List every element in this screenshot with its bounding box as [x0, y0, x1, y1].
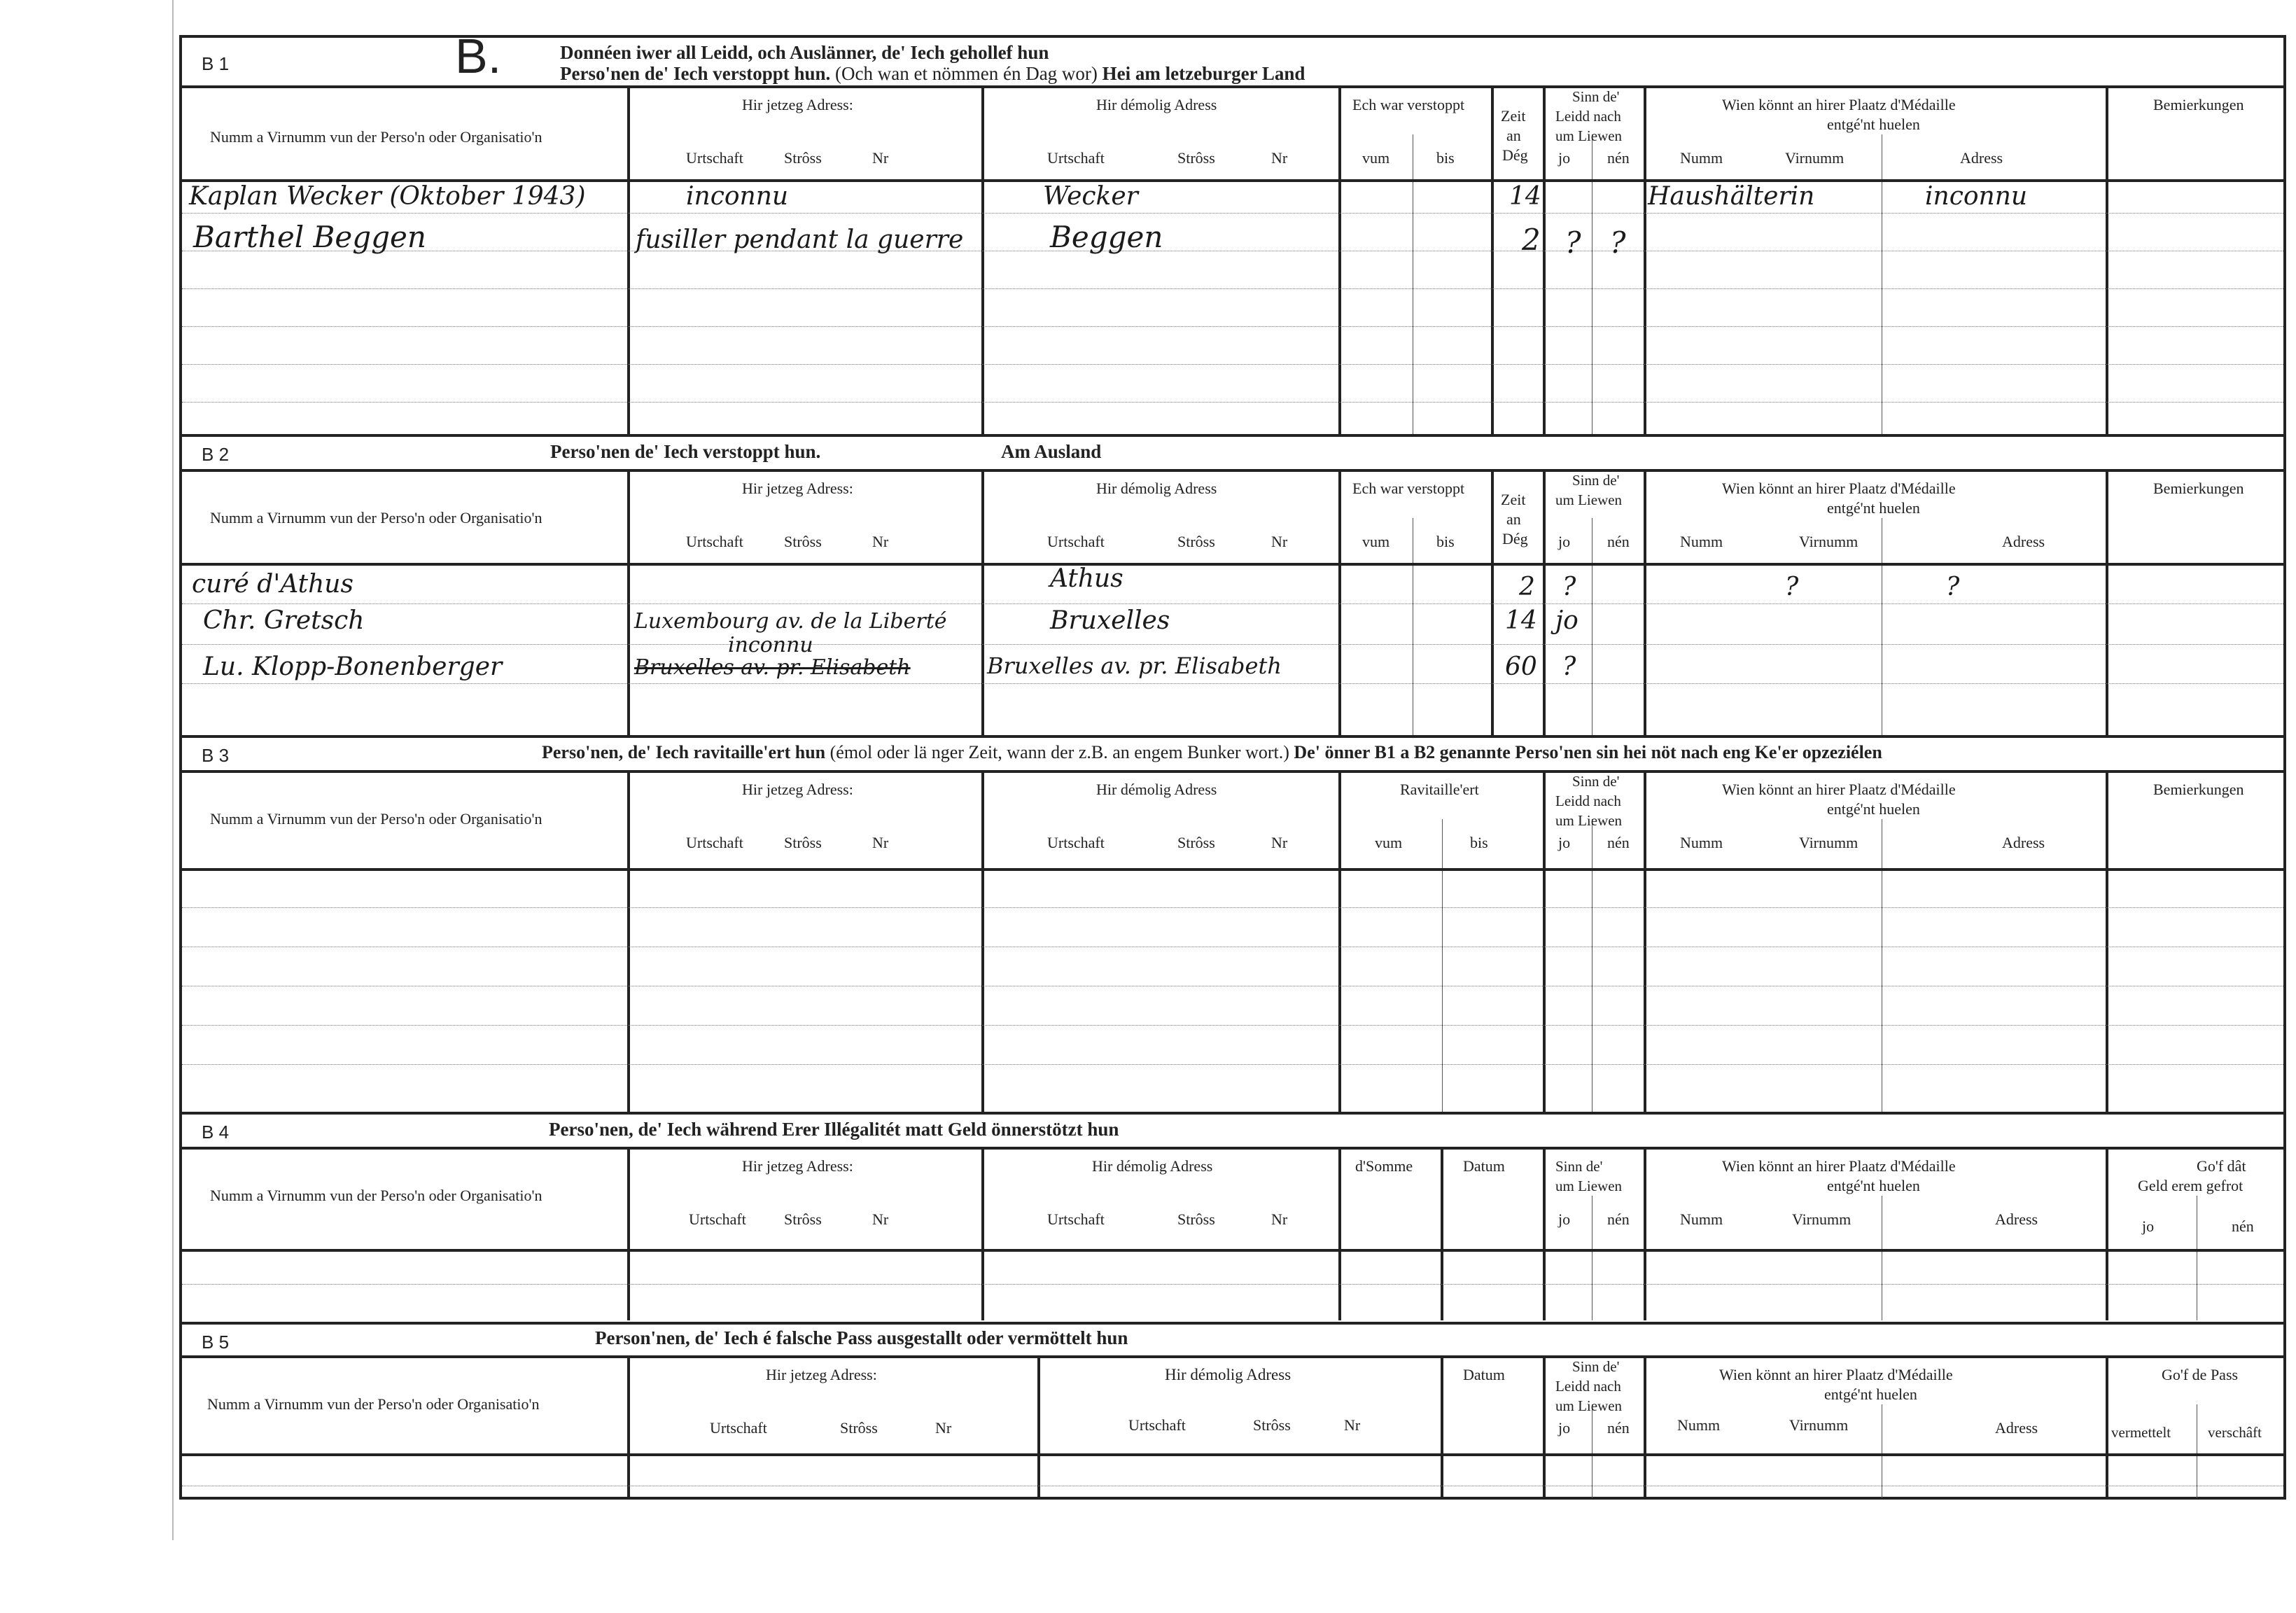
header-nr: Nr [1271, 533, 1288, 550]
col-line [1338, 85, 1341, 437]
col-line [2106, 1355, 2108, 1498]
form-sheet [179, 29, 2286, 1500]
header-urtschaft: Urtschaft [1128, 1416, 1186, 1434]
section-code: B 2 [202, 444, 230, 465]
entry-nen: ? [1610, 225, 1626, 260]
header-sinn: um Liewen [1555, 491, 1623, 508]
header-medal: Wien könnt an hirer Plaatz d'Médaille [1722, 781, 1956, 798]
section-title: Donnéen iwer all Leidd, och Auslänner, de' Iech gehollef hun [560, 42, 1049, 63]
header-sinn: Sinn de' [1572, 1358, 1620, 1375]
header-former-address: Hir démolig Adress [1165, 1366, 1292, 1383]
col-line [1338, 469, 1341, 735]
entry-current-note: inconnu [728, 633, 813, 657]
col-line [1441, 1147, 1443, 1320]
header-jo: jo [1558, 1419, 1571, 1437]
header-sinn: Sinn de' [1572, 472, 1620, 489]
header-name: Numm a Virnumm vun der Perso'n oder Organisatio'n [210, 1187, 542, 1204]
entry-former: Beggen [1050, 220, 1163, 254]
header-medal: Wien könnt an hirer Plaatz d'Médaille [1722, 480, 1956, 497]
header-medal: entgé'nt huelen [1827, 499, 1920, 517]
col-line [1543, 1355, 1546, 1498]
header-jo: jo [1558, 533, 1571, 550]
entry-name: Kaplan Wecker (Oktober 1943) [189, 182, 586, 211]
header-remarks: Bemierkungen [2153, 480, 2244, 497]
row-line [182, 603, 2283, 604]
col-line [1037, 1355, 1040, 1498]
section-letter: B. [455, 29, 502, 83]
entry-former: Wecker [1043, 182, 1138, 211]
col-line [1644, 85, 1646, 437]
b3-table [182, 770, 2283, 1113]
entry-days: 14 [1505, 606, 1537, 635]
b2-table [182, 469, 2283, 735]
header-zeit: Zeit [1501, 107, 1526, 125]
header-pass: Go'f de Pass [2162, 1366, 2239, 1383]
header-current-address: Hir jetzeg Adress: [742, 96, 853, 113]
header-stross: Strôss [784, 834, 822, 851]
header-virnumm: Virnumm [1799, 533, 1858, 550]
divider [182, 1453, 2283, 1456]
entry-medal-address: inconnu [1925, 182, 2028, 211]
row-line [182, 213, 2283, 214]
header-jo: jo [1558, 1210, 1571, 1228]
header-nr: Nr [872, 1210, 889, 1228]
header-urtschaft: Urtschaft [686, 533, 743, 550]
entry-jo: jo [1555, 606, 1578, 635]
row-line [182, 364, 2283, 365]
entry-medal-name: ? [1785, 573, 1799, 601]
header-name: Numm a Virnumm vun der Perso'n oder Organisatio'n [210, 810, 542, 828]
col-line [1491, 85, 1494, 437]
header-urtschaft: Urtschaft [689, 1210, 746, 1228]
divider [182, 735, 2283, 738]
entry-jo: ? [1565, 225, 1581, 260]
header-remarks: Bemierkungen [2153, 781, 2244, 798]
header-nen: nén [2232, 1217, 2254, 1235]
entry-current-struck: Bruxelles av. pr. Elisabeth [634, 655, 911, 680]
header-urtschaft: Urtschaft [686, 149, 743, 167]
header-nen: nén [1607, 834, 1630, 851]
header-medal: Wien könnt an hirer Plaatz d'Médaille [1722, 1157, 1956, 1175]
col-line [981, 85, 984, 437]
col-line [981, 1147, 984, 1320]
section-title: Perso'nen, de' Iech während Erer Illégalitét matt Geld önnerstötzt hun [549, 1119, 1119, 1140]
header-ravitailleert: Ravitaille'ert [1400, 781, 1479, 798]
header-nr: Nr [1344, 1416, 1361, 1434]
header-numm: Numm [1680, 834, 1723, 851]
col-line [627, 1147, 630, 1320]
entry-days: 14 [1509, 182, 1541, 211]
header-sinn: um Liewen [1555, 127, 1623, 144]
header-hidden: Ech war verstoppt [1352, 96, 1465, 113]
col-line [1644, 469, 1646, 735]
header-name: Numm a Virnumm vun der Perso'n oder Organisatio'n [207, 1395, 540, 1413]
header-gof: Geld erem gefrot [2138, 1177, 2244, 1194]
header-nr: Nr [935, 1419, 952, 1437]
header-zeit: Zeit [1501, 491, 1526, 508]
header-adress: Adress [2002, 533, 2045, 550]
header-adress: Adress [1995, 1419, 2038, 1437]
header-nen: nén [1607, 533, 1630, 550]
col-line [1441, 1355, 1443, 1498]
header-medal: entgé'nt huelen [1827, 116, 1920, 133]
b4-table [182, 1147, 2283, 1320]
header-urtschaft: Urtschaft [1047, 533, 1105, 550]
subtitle-bold: Perso'nen de' Iech verstoppt hun. [560, 63, 831, 84]
header-stross: Strôss [1177, 149, 1215, 167]
header-sinn: um Liewen [1555, 1178, 1623, 1194]
divider [182, 1322, 2283, 1325]
header-urtschaft: Urtschaft [1047, 149, 1105, 167]
header-stross: Strôss [1177, 834, 1215, 851]
col-line [981, 770, 984, 1113]
header-bis: bis [1436, 533, 1455, 550]
title-tail: De' önner B1 a B2 genannte Perso'nen sin hei nöt nach eng Ke'er opzeziélen [1294, 742, 1882, 762]
col-line [981, 469, 984, 735]
b5-table [182, 1355, 2283, 1498]
header-stross: Strôss [1253, 1416, 1291, 1434]
header-medal: entgé'nt huelen [1827, 1177, 1920, 1194]
section-code: B 1 [202, 53, 230, 74]
entry-days: 60 [1505, 652, 1537, 681]
header-sinn: um Liewen [1555, 812, 1623, 829]
col-line [1491, 469, 1494, 735]
header-vum: vum [1362, 533, 1390, 550]
entry-former: Bruxelles [1050, 606, 1170, 635]
header-nr: Nr [1271, 149, 1288, 167]
entry-days: 2 [1519, 573, 1535, 601]
page-edge [172, 0, 174, 1540]
header-jo: jo [2142, 1217, 2155, 1235]
col-line [2106, 85, 2108, 437]
header-nen: nén [1607, 1419, 1630, 1437]
header-urtschaft: Urtschaft [710, 1419, 767, 1437]
header-stross: Strôss [1177, 1210, 1215, 1228]
header-sinn: Leidd nach [1555, 108, 1621, 125]
col-line [2106, 1147, 2108, 1320]
divider [182, 563, 2283, 566]
header-numm: Numm [1680, 533, 1723, 550]
subtitle-tail: Hei am letzeburger Land [1102, 63, 1306, 84]
header-bis: bis [1436, 149, 1455, 167]
header-sinn: Sinn de' [1555, 1158, 1603, 1175]
header-former-address: Hir démolig Adress [1096, 781, 1217, 798]
header-sinn: Leidd nach [1555, 792, 1621, 809]
col-line [2106, 469, 2108, 735]
title-bold: Perso'nen, de' Iech ravitaille'ert hun [542, 742, 826, 762]
section-title: Perso'nen de' Iech verstoppt hun. [550, 441, 821, 462]
header-medal: Wien könnt an hirer Plaatz d'Médaille [1719, 1366, 1953, 1383]
header-gof: Go'f dât [2197, 1157, 2246, 1175]
header-sinn: Sinn de' [1572, 773, 1620, 790]
header-nr: Nr [1271, 834, 1288, 851]
col-line [1543, 1147, 1546, 1320]
section-b1 [182, 29, 2283, 437]
header-somme: d'Somme [1355, 1157, 1413, 1175]
row-line [182, 288, 2283, 289]
b1-table [182, 85, 2283, 437]
row-line [182, 1025, 2283, 1026]
header-verschaft: verschâft [2208, 1424, 2262, 1441]
col-line [627, 770, 630, 1113]
header-former-address: Hir démolig Adress [1092, 1157, 1213, 1175]
title-normal: (émol oder lä nger Zeit, wann der z.B. an engem Bunker wort.) [830, 742, 1289, 762]
header-current-address: Hir jetzeg Adress: [742, 1157, 853, 1175]
entry-jo: ? [1562, 573, 1576, 601]
header-deg: Dég [1502, 146, 1528, 164]
section-subtitle [560, 63, 1305, 85]
header-vum: vum [1375, 834, 1403, 851]
header-stross: Strôss [784, 533, 822, 550]
row-line [182, 907, 2283, 908]
entry-name: Barthel Beggen [193, 220, 426, 254]
header-an: an [1506, 127, 1521, 144]
section-b4 [182, 1112, 2283, 1322]
header-nr: Nr [872, 533, 889, 550]
header-name: Numm a Virnumm vun der Perso'n oder Organisatio'n [210, 128, 542, 146]
header-bis: bis [1470, 834, 1488, 851]
header-hidden: Ech war verstoppt [1352, 480, 1465, 497]
section-code: B 3 [202, 745, 230, 766]
row-line [182, 1284, 2283, 1285]
header-virnumm: Virnumm [1785, 149, 1844, 167]
entry-former: Bruxelles av. pr. Elisabeth [987, 652, 1282, 679]
col-line [1543, 770, 1546, 1113]
header-adress: Adress [1995, 1210, 2038, 1228]
col-line [1338, 770, 1341, 1113]
entry-name: Chr. Gretsch [203, 606, 365, 635]
header-name: Numm a Virnumm vun der Perso'n oder Organisatio'n [210, 509, 542, 526]
header-nr: Nr [872, 149, 889, 167]
divider [182, 1112, 2283, 1115]
entry-current: Luxembourg av. de la Liberté [634, 609, 947, 634]
section-title-right: Am Ausland [1001, 441, 1102, 462]
header-stross: Strôss [784, 1210, 822, 1228]
row-line [182, 644, 2283, 645]
header-current-address: Hir jetzeg Adress: [742, 781, 853, 798]
section-code: B 4 [202, 1122, 230, 1143]
header-datum: Datum [1463, 1157, 1505, 1175]
header-former-address: Hir démolig Adress [1096, 480, 1217, 497]
section-b5 [182, 1322, 2283, 1500]
header-nr: Nr [872, 834, 889, 851]
header-remarks: Bemierkungen [2153, 96, 2244, 113]
header-numm: Numm [1680, 1210, 1723, 1228]
header-nen: nén [1607, 149, 1630, 167]
col-line [2106, 770, 2108, 1113]
col-line [1442, 819, 1443, 1113]
header-adress: Adress [1960, 149, 2003, 167]
section-b2 [182, 434, 2283, 736]
divider [182, 1249, 2283, 1252]
col-line [1644, 1355, 1646, 1498]
header-an: an [1506, 510, 1521, 528]
header-vermettelt: vermettelt [2111, 1424, 2171, 1441]
header-numm: Numm [1677, 1416, 1721, 1434]
header-numm: Numm [1680, 149, 1723, 167]
header-sinn: Sinn de' [1572, 88, 1620, 105]
header-nr: Nr [1271, 1210, 1288, 1228]
header-stross: Strôss [784, 149, 822, 167]
row-line [182, 1064, 2283, 1065]
row-line [182, 326, 2283, 327]
header-virnumm: Virnumm [1792, 1210, 1851, 1228]
header-jo: jo [1558, 149, 1571, 167]
header-deg: Dég [1502, 530, 1528, 547]
header-medal: entgé'nt huelen [1827, 800, 1920, 818]
header-urtschaft: Urtschaft [686, 834, 743, 851]
entry-current: inconnu [686, 182, 789, 211]
section-b3 [182, 735, 2283, 1115]
header-adress: Adress [2002, 834, 2045, 851]
header-stross: Strôss [840, 1419, 878, 1437]
header-urtschaft: Urtschaft [1047, 834, 1105, 851]
row-line [182, 683, 2283, 684]
entry-current: fusiller pendant la guerre [636, 225, 964, 254]
header-vum: vum [1362, 149, 1390, 167]
header-datum: Datum [1463, 1366, 1505, 1383]
entry-jo: ? [1562, 652, 1576, 681]
header-sinn: um Liewen [1555, 1397, 1623, 1414]
entry-name: curé d'Athus [192, 570, 354, 599]
divider [182, 868, 2283, 871]
header-former-address: Hir démolig Adress [1096, 96, 1217, 113]
section-code: B 5 [202, 1332, 230, 1353]
col-line [1543, 85, 1546, 437]
entry-former: Athus [1050, 564, 1124, 593]
header-virnumm: Virnumm [1799, 834, 1858, 851]
col-line [1338, 1147, 1341, 1320]
subtitle-normal: (Och wan et nömmen én Dag wor) [835, 63, 1098, 84]
col-line [1644, 770, 1646, 1113]
entry-name: Lu. Klopp-Bonenberger [203, 652, 503, 681]
entry-medal-name: Haushälterin [1648, 182, 1815, 211]
section-title: Person'nen, de' Iech é falsche Pass ausgestallt oder vermöttelt hun [595, 1327, 1128, 1348]
header-medal: entgé'nt huelen [1824, 1385, 1917, 1403]
col-line [1543, 469, 1546, 735]
header-urtschaft: Urtschaft [1047, 1210, 1105, 1228]
col-line [627, 469, 630, 735]
header-virnumm: Virnumm [1789, 1416, 1849, 1434]
entry-medal-address: ? [1946, 573, 1960, 601]
section-title [542, 742, 1882, 763]
entry-days: 2 [1522, 223, 1541, 257]
header-stross: Strôss [1177, 533, 1215, 550]
col-line [627, 85, 630, 437]
header-sinn: Leidd nach [1555, 1378, 1621, 1395]
header-current-address: Hir jetzeg Adress: [742, 480, 853, 497]
col-line [627, 1355, 630, 1498]
header-nen: nén [1607, 1210, 1630, 1228]
col-line [1644, 1147, 1646, 1320]
header-jo: jo [1558, 834, 1571, 851]
row-line [182, 402, 2283, 403]
header-medal: Wien könnt an hirer Plaatz d'Médaille [1722, 96, 1956, 113]
divider [182, 434, 2283, 437]
header-current-address: Hir jetzeg Adress: [766, 1366, 877, 1383]
